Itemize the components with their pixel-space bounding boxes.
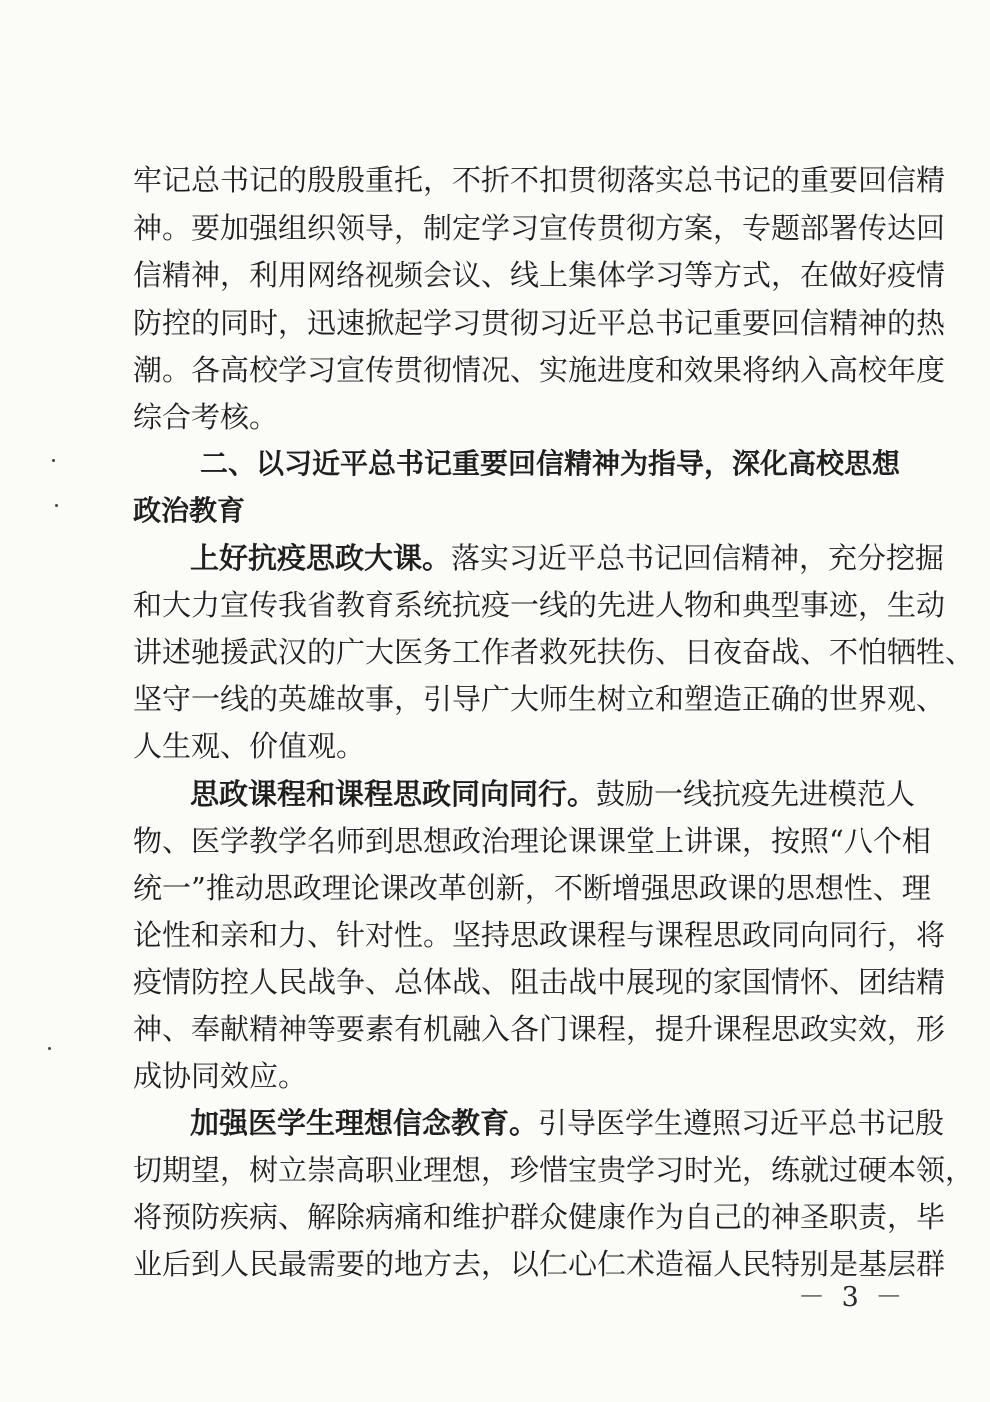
paragraph-first-line bbox=[190, 535, 945, 581]
text-line: 业后到人民最需要的地方去，以仁心仁术造福人民特别是基层群 bbox=[133, 1247, 946, 1281]
text-line: 潮。各高校学习宣传贯彻情况、实施进度和效果将纳入高校年度 bbox=[133, 353, 946, 387]
text-line: 将预防疾病、解除病痛和维护群众健康作为自己的神圣职责，毕 bbox=[133, 1200, 946, 1234]
scan-speck bbox=[48, 1047, 51, 1050]
text-line: 信精神，利用网络视频会议、线上集体学习等方式，在做好疫情 bbox=[133, 258, 946, 292]
text-line: 牢记总书记的殷殷重托，不折不扣贯彻落实总书记的重要回信精 bbox=[133, 163, 946, 197]
paragraph-first-line bbox=[190, 1100, 945, 1146]
section-heading-continued: 政治教育 bbox=[133, 494, 246, 527]
paragraph-lead: 上好抗疫思政大课。 bbox=[190, 541, 452, 575]
paragraph-text: 落实习近平总书记回信精神，充分挖掘 bbox=[451, 541, 945, 575]
scan-speck bbox=[52, 459, 55, 462]
paragraph-text: 引导医学生遵照习近平总书记殷 bbox=[538, 1106, 945, 1140]
paragraph-lead: 加强医学生理想信念教育。 bbox=[190, 1106, 539, 1140]
text-line: 成协同效应。 bbox=[133, 1059, 308, 1093]
text-line: 人生观、价值观。 bbox=[133, 729, 366, 763]
paragraph-first-line bbox=[190, 771, 916, 817]
text-line: 防控的同时，迅速掀起学习贯彻习近平总书记重要回信精神的热 bbox=[133, 306, 946, 340]
scan-speck bbox=[55, 504, 58, 507]
section-heading: 二、以习近平总书记重要回信精神为指导，深化高校思想 bbox=[200, 447, 901, 480]
text-line: 和大力宣传我省教育系统抗疫一线的先进人物和典型事迹，生动 bbox=[133, 588, 946, 622]
text-line: 综合考核。 bbox=[133, 400, 279, 434]
text-line: 神、奉献精神等要素有机融入各门课程，提升课程思政实效，形 bbox=[133, 1012, 946, 1046]
text-line: 疫情防控人民战争、总体战、阻击战中展现的家国情怀、团结精 bbox=[133, 965, 946, 999]
text-line: 统一”推动思政理论课改革创新，不断增强思政课的思想性、理 bbox=[133, 871, 931, 905]
text-line: 讲述驰援武汉的广大医务工作者救死扶伤、日夜奋战、不怕牺牲、 bbox=[133, 635, 975, 669]
text-line: 物、医学教学名师到思想政治理论课课堂上讲课，按照“八个相 bbox=[133, 824, 931, 858]
paragraph-lead: 思政课程和课程思政同向同行。 bbox=[190, 777, 597, 811]
page-number: － 3 － bbox=[798, 1282, 907, 1313]
text-line: 论性和亲和力、针对性。坚持思政课程与课程思政同向同行，将 bbox=[133, 918, 946, 952]
text-line: 切期望，树立崇高职业理想，珍惜宝贵学习时光，练就过硬本领， bbox=[133, 1153, 975, 1187]
paragraph-text: 鼓励一线抗疫先进模范人 bbox=[596, 777, 916, 811]
text-line: 神。要加强组织领导，制定学习宣传贯彻方案，专题部署传达回 bbox=[133, 211, 946, 245]
text-line: 坚守一线的英雄故事，引导广大师生树立和塑造正确的世界观、 bbox=[133, 682, 946, 716]
